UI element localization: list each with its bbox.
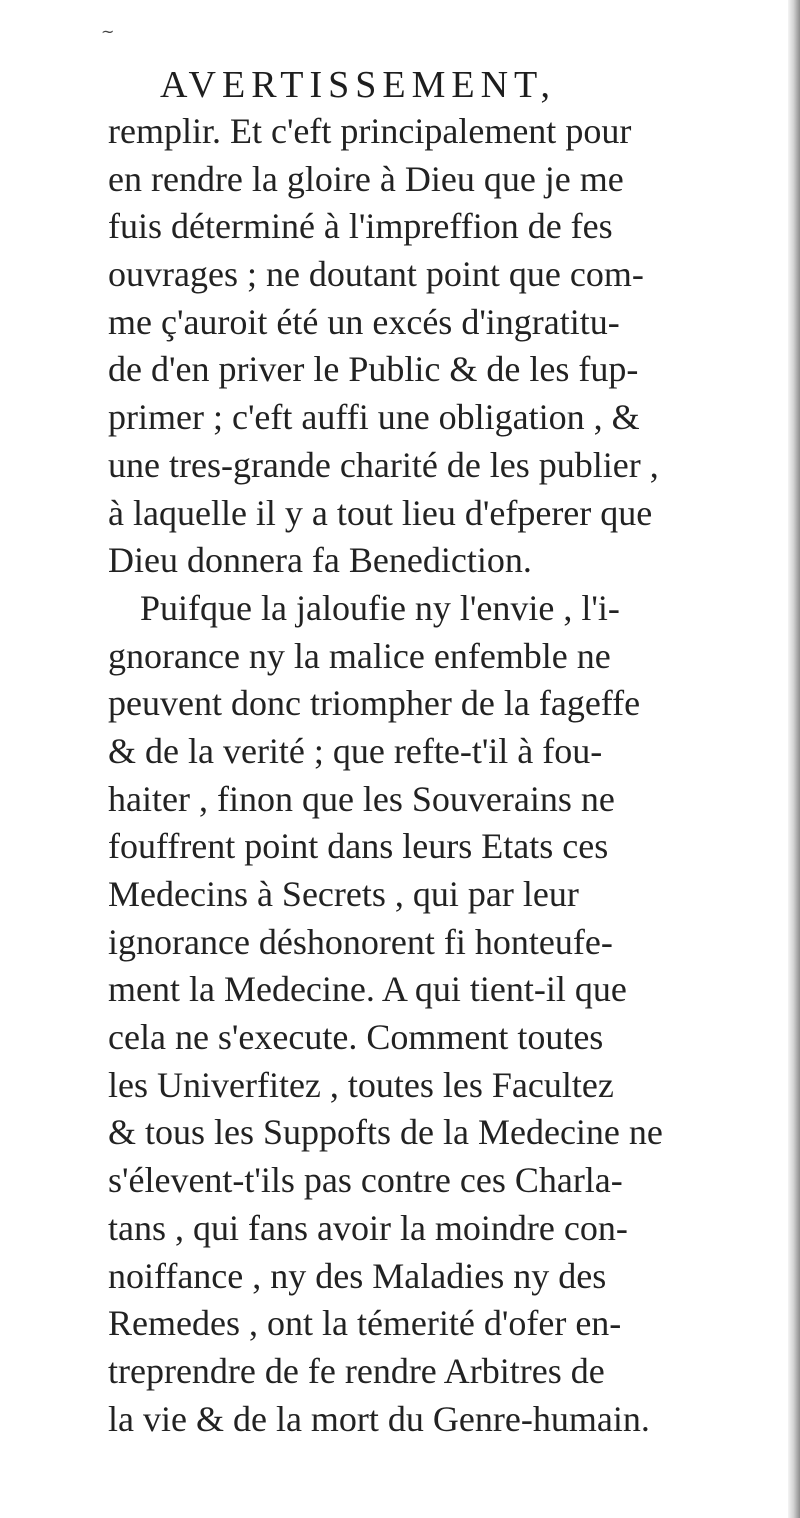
- text-line: Medecins à Secrets , qui par leur: [108, 874, 579, 914]
- text-line: & de la verité ; que refte-t'il à fou-: [108, 730, 603, 771]
- text-line: peuvent donc triompher de la fageffe: [108, 683, 641, 724]
- text-line: fouffrent point dans leurs Etats ces: [108, 826, 609, 867]
- text-line: & tous les Suppofts de la Medecine ne: [108, 1112, 663, 1153]
- text-line: noiffance , ny des Maladies ny des: [108, 1255, 607, 1296]
- text-line: ouvrages ; ne doutant point que com-: [108, 254, 644, 295]
- text-line: à laquelle il y a tout lieu d'efperer que: [108, 492, 653, 533]
- text-line: primer ; c'eft auffi une obligation , &: [108, 397, 640, 438]
- body-text: [108, 108, 772, 1443]
- text-line: tans , qui fans avoir la moindre con-: [108, 1207, 628, 1248]
- text-line: en rendre la gloire à Dieu que je me: [108, 158, 624, 199]
- page-edge-shadow: [788, 0, 800, 1518]
- text-line: la vie & de la mort du Genre-humain.: [108, 1398, 650, 1439]
- text-line: ignorance déshonorent fi honteufe-: [108, 921, 613, 962]
- text-line: cela ne s'execute. Comment toutes: [108, 1017, 604, 1058]
- text-line: gnorance ny la malice enfemble ne: [108, 635, 611, 676]
- paragraph-start-line: Puifque la jaloufie ny l'envie , l'i-: [140, 587, 620, 628]
- running-head: AVERTISSEMENT,: [160, 64, 556, 106]
- text-line: remplir. Et c'eft principalement pour: [108, 111, 632, 151]
- text-line: fuis déterminé à l'impreffion de fes: [108, 206, 613, 247]
- text-line: treprendre de fe rendre Arbitres de: [108, 1350, 605, 1391]
- text-line: me ç'auroit été un excés d'ingratitu-: [108, 301, 620, 342]
- text-line: Remedes , ont la témerité d'ofer en-: [108, 1303, 622, 1344]
- page-mark: ~: [101, 22, 115, 41]
- text-line: haiter , finon que les Souverains ne: [108, 778, 615, 819]
- text-line: les Univerfitez , toutes les Facultez: [108, 1064, 614, 1105]
- text-line: une tres-grande charité de les publier ,: [108, 444, 659, 485]
- text-line: Dieu donnera fa Benediction.: [108, 540, 532, 581]
- text-line: de d'en priver le Public & de les fup-: [108, 349, 639, 390]
- text-line: s'élevent-t'ils pas contre ces Charla-: [108, 1160, 623, 1201]
- text-line: ment la Medecine. A qui tient-il que: [108, 969, 627, 1010]
